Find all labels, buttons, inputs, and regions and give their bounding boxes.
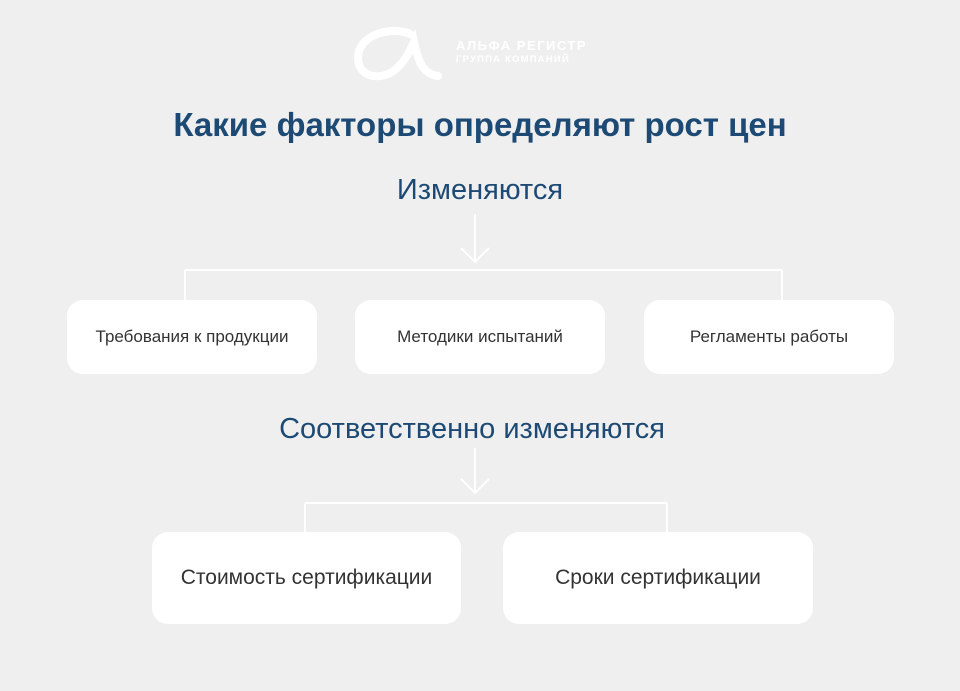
factor-box-regulations: Регламенты работы — [644, 300, 894, 374]
level2-heading: Соответственно изменяются — [279, 413, 665, 445]
page-title: Какие факторы определяют рост цен — [173, 106, 787, 143]
result-box-terms: Сроки сертификации — [503, 532, 813, 624]
level1-heading: Изменяются — [396, 174, 564, 206]
result-box-cost: Стоимость сертификации — [152, 532, 461, 624]
logo-company-group: ГРУППА КОМПАНИЙ — [456, 54, 570, 65]
factor-box-requirements: Требования к продукции — [67, 300, 317, 374]
logo-company-name: АЛЬФА РЕГИСТР — [456, 38, 588, 53]
factor-box-methods: Методики испытаний — [355, 300, 605, 374]
